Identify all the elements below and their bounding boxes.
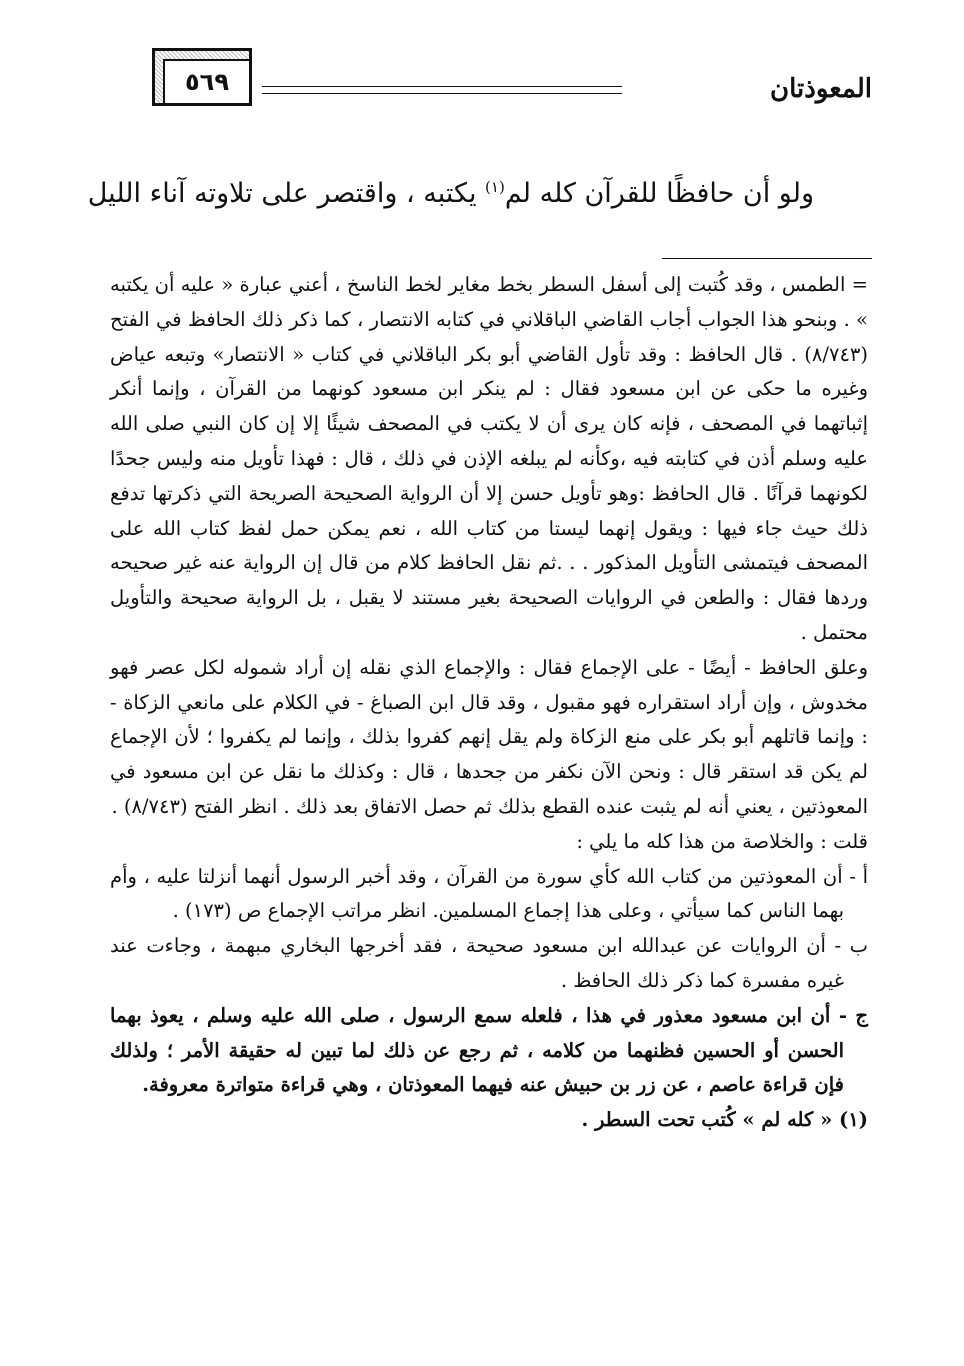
page-number-frame: [152, 48, 252, 106]
footnote-continuation: = الطمس ، وقد كُتبت إلى أسفل السطر بخط مغاير لخط الناسخ ، أعني عبارة « عليه أن يكتبه » . وبنحو هذا الجواب أجاب القاضي الباقلاني في كتابه الانتصار ، كما ذكر ذلك الحافظ في الفتح (٨/٧٤٣) . قال الحافظ : وقد تأول القاضي أبو بكر الباقلاني في كتاب « الانتصار» وتبعه عياض وغيره ما حكى عن ابن مسعود فقال : لم ينكر ابن مسعود كونهما من القرآن ، وإنما أنكر إثباتهما في المصحف ، فإنه كان يرى أن لا يكتب في المصحف شيئًا إلا إن كان النبي صلى الله عليه وسلم أذن في كتابته فيه ،وكأنه لم يبلغه الإذن في ذلك ، قال : فهذا تأويل منه وليس جحدًا لكونهما قرآنًا . قال الحافظ :وهو تأويل حسن إلا أن الرواية الصحيحة الصريحة التي ذكرتها تدفع ذلك حيث جاء فيها : ويقول إنهما ليستا من كتاب الله ، نعم يمكن حمل لفظ كتاب الله على المصحف فيتمشى التأويل المذكور . . .ثم نقل الحافظ كلام من قال إن الرواية عنه غير صحيحه وردها فقال : والطعن في الروايات الصحيحة بغير مستند لا يقبل ، بل الرواية صحيحة والتأويل محتمل .: [110, 273, 868, 644]
page-number: ٥٦٩: [163, 59, 249, 103]
main-text-line: [87, 178, 814, 209]
main-text-before-ref: ولو أن حافظًا للقرآن كله لم: [504, 178, 814, 209]
running-title: المعوذتان: [770, 74, 872, 104]
footnotes-block: [110, 268, 868, 1138]
footnote-conclusion-intro: قلت : والخلاصة من هذا كله ما يلي :: [576, 829, 868, 853]
conclusion-item-a: أ - أن المعوذتين من كتاب الله كأي سورة من القرآن ، وقد أخبر الرسول أنهما أنزلتا عليه ، وأم بهما الناس كما سيأتي ، وعلى هذا إجماع المسلمين. انظر مراتب الإجماع ص (١٧٣) .: [110, 864, 868, 923]
footnote-paragraph-consensus: وعلق الحافظ - أيضًا - على الإجماع فقال : والإجماع الذي نقله إن أراد شموله لكل عصر فهو مخدوش ، وإن أراد استقراره فهو مقبول ، وقد قال ابن الصباغ - في الكلام على مانعي الزكاة - : وإنما قاتلهم أبو بكر على منع الزكاة ولم يقل إنهم كفروا بذلك ، وإنما لم يكفروا ؛ لأن الإجماع لم يكن قد استقر قال : ونحن الآن نكفر من جحدها ، قال : وكذلك ما نقل عن ابن مسعود في المعوذتين ، يعني أنه لم يثبت عنده القطع بذلك ثم حصل الاتفاق بعد ذلك . انظر الفتح (٨/٧٤٣) .: [110, 655, 868, 818]
header-rule: [262, 86, 622, 94]
conclusion-item-c: ج - أن ابن مسعود معذور في هذا ، فلعله سمع الرسول ، صلى الله عليه وسلم ، يعوذ بهما الحسن أو الحسين فظنهما من كلامه ، ثم رجع عن ذلك لما تبين له حقيقة الأمر ؛ ولذلك فإن قراءة عاصم ، عن زر بن حبيش عنه فيهما المعوذتان ، وهي قراءة متواترة معروفة.: [110, 1003, 868, 1097]
conclusion-item-b: ب - أن الروايات عن عبدالله ابن مسعود صحيحة ، فقد أخرجها البخاري مبهمة ، وجاءت عند غيره مفسرة كما ذكر ذلك الحافظ .: [110, 934, 868, 992]
footnote-separator: [662, 258, 872, 259]
main-text-after-ref: يكتبه ، واقتصر على تلاوته آناء الليل: [87, 178, 486, 209]
page-header: [0, 0, 964, 130]
footnote-1: (١) « كله لم » كُتب تحت السطر .: [581, 1108, 868, 1132]
footnote-reference: (١): [485, 178, 505, 196]
